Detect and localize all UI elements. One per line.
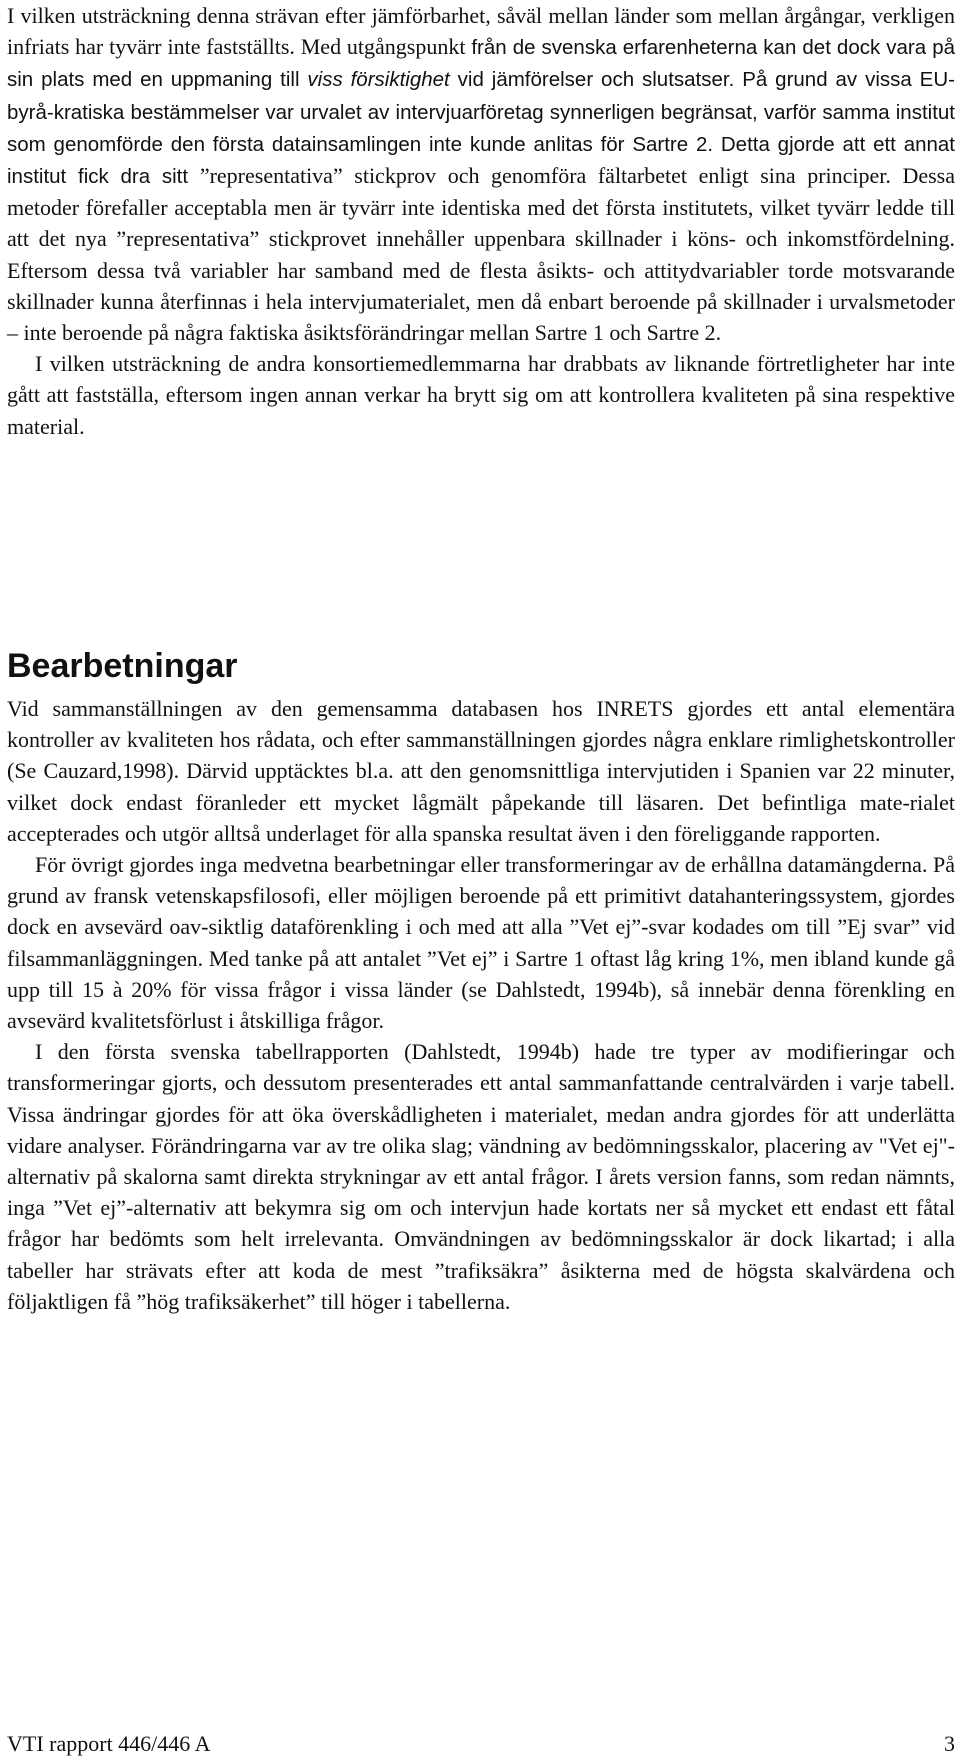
paragraph-database: Vid sammanställningen av den gemensamma databasen hos INRETS gjordes ett antal elementära kontroller av kvaliteten hos rådata, och efter sammanställningen gjordes några enklare rimlighetskontroller (Se Cauzard,1998). Därvid upptäcktes bl.a. att den genomsnittliga intervjutiden i Spanien var 22 minuter, vilket dock endast föranleder ett mycket lågmält påpekande till läsaren. Det befintliga mate-rialet accepterades och utgör alltså underlaget för alla spanska resultat även i den föreliggande rapporten. xyxy=(7,696,955,846)
paragraph-text-sans: vid jämförelser och slutsatser. På grund av vissa EU-byrå-kratiska bestämmelser var urvalet av intervjuarföretag synnerligen begränsat, varför samma institut som genomförde den första datainsamlingen inte kunde anlitas för Sartre 2. Detta gjorde att ett annat institut fick dra sitt xyxy=(7,68,955,189)
paragraph-consortium: I vilken utsträckning de andra konsortiemedlemmarna har drabbats av liknande förtretligheter har inte gått att fastställa, eftersom ingen annan verkar ha brytt sig om att kontrollera kvaliteten på sina respektive material. xyxy=(7,351,955,439)
text-block-processing xyxy=(7,693,955,1317)
paragraph-text: I vilken utsträckning denna strävan efter jämförbarhet, såväl mellan länder som mellan årgångar, verkligen infriats har tyvärr inte fastställts. Med utgångspunkt xyxy=(7,3,955,60)
document-page xyxy=(7,0,955,1763)
paragraph-transformations: För övrigt gjordes inga medvetna bearbetningar eller transformeringar av de erhållna datamängderna. På grund av fransk vetenskapsfilosofi, eller möjligen beroende på ett primitivt datahanteringssystem, gjordes dock en avsevärd oav-siktlig dataförenkling i och med att alla ”Vet ej”-svar kodades om till ”Ej svar” vid filsammanläggningen. Med tanke på att antalet ”Vet ej” i Sartre 1 oftast låg kring 1%, men ibland kunde gå upp till 15 à 20% för vissa frågor i vissa länder (se Dahlstedt, 1994b), så innebär denna förenkling en avsevärd kvalitetsförlust i åtskilliga frågor. xyxy=(7,852,955,1034)
page-footer xyxy=(7,1728,955,1760)
paragraph-text: ”representativa” stickprov och genomföra fältarbetet enligt sina principer. xyxy=(199,163,903,189)
text-block-intro xyxy=(7,0,955,442)
page-number: 3 xyxy=(944,1731,955,1756)
section-heading: Bearbetningar xyxy=(7,647,238,685)
report-label: VTI rapport 446/446 A xyxy=(7,1731,211,1756)
paragraph-text: Dessa metoder förefaller acceptabla men är tyvärr inte identiska med det första institutets, vilket tyvärr ledde till att det nya ”representativa” stickprovet innehåller uppenbara skillnader i köns- och inkomstfördelning. Eftersom dessa två variabler har samband med de flesta åsikts- och attitydvariabler torde motsvarande skillnader kunna återfinnas i hela intervjumaterialet, men då enbart beroende på skillnader i urvalsmetoder – inte beroende på några faktiska åsiktsförändringar mellan Sartre 1 och Sartre 2. xyxy=(7,163,955,346)
paragraph-comparability xyxy=(7,0,955,348)
paragraph-text-sans: från de svenska erfarenheterna kan det dock vara på sin plats med en uppmaning till xyxy=(7,36,955,92)
paragraph-table-report: I den första svenska tabellrapporten (Dahlstedt, 1994b) hade tre typer av modifieringar och transformeringar gjorts, och dessutom presenterades ett antal sammanfattande centralvärden i varje tabell. Vissa ändringar gjordes för att öka överskådligheten i materialet, medan andra gjordes för att underlätta vidare analyser. Förändringarna var av tre olika slag; vändning av bedömningsskalor, placering av "Vet ej"-alternativ på skalorna samt direkta strykningar av ett antal frågor. I årets version fanns, som redan nämnts, inga ”Vet ej”-alternativ att bekymra sig om och intervjun hade kortats ner så mycket ett endast ett fåtal frågor har bedömts som helt irrelevanta. Omvändningen av bedömningsskalor är dock likartad; i alla tabeller har strävats efter att koda de mest ”trafiksäkra” åsikterna med de högsta skalvärdena och följaktligen få ”hög trafiksäkerhet” till höger i tabellerna. xyxy=(7,1039,955,1314)
emphasis-text: viss försiktighet xyxy=(307,68,450,92)
